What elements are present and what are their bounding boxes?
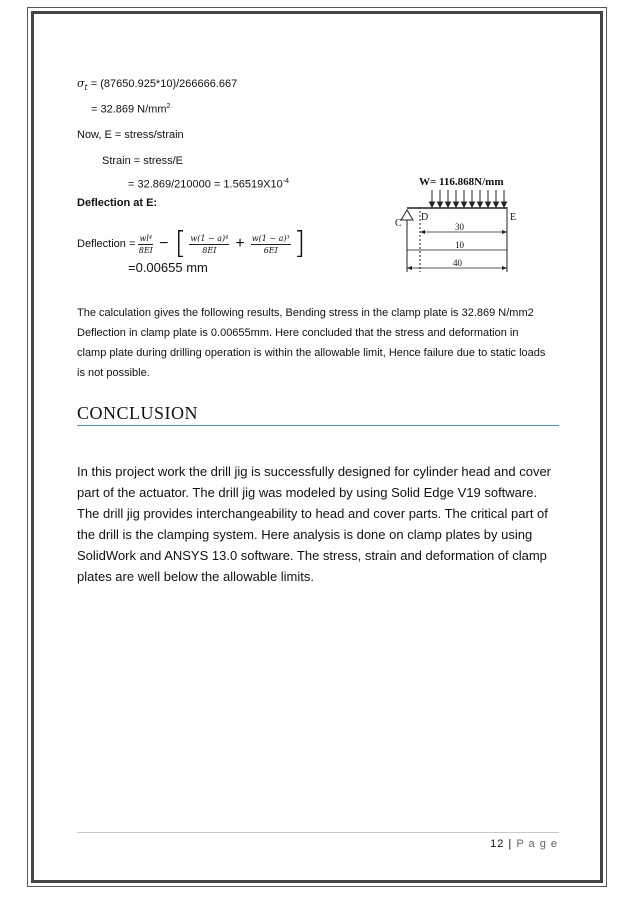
fraction-term-2	[189, 233, 229, 256]
footer-divider	[77, 832, 559, 833]
stress-result-value: = 32.869 N/mm	[91, 103, 167, 116]
page-number: 12	[490, 838, 505, 850]
term-2-denominator: 8EI	[202, 245, 217, 255]
conclusion-heading: CONCLUSION	[77, 403, 199, 423]
strain-value-line	[128, 178, 289, 191]
deflection-formula	[77, 224, 306, 264]
deflection-result: =0.00655 mm	[128, 260, 208, 275]
dimension-40-label: 40	[453, 258, 462, 268]
plus-sign: +	[235, 235, 245, 253]
stress-equation	[77, 77, 237, 92]
fraction-term-3	[251, 233, 291, 256]
strain-value: = 32.869/210000 = 1.56519X10	[128, 178, 283, 191]
stress-expression: = (87650.925*10)/266666.667	[87, 78, 238, 90]
point-d-label: D	[421, 212, 429, 223]
support-c	[401, 210, 413, 272]
strain-formula-line: Strain = stress/E	[102, 155, 184, 167]
dimension-30-label: 30	[455, 222, 464, 232]
right-bracket: ]	[293, 226, 306, 262]
dimension-10-label: 10	[455, 240, 464, 250]
term-1-numerator: wl⁴	[139, 233, 153, 243]
point-e-label: E	[510, 212, 517, 223]
conclusion-paragraph: In this project work the drill jig is successfully designed for cylinder head and cover part of the actuator. The drill jig was modeled by using Solid Edge V19 software. The drill jig provides interchangeability to head and cover parts. The critical part of the drill is the clamping system. Here analysis is done on clamp plates by using SolidWork and ANSYS 13.0 software. The stress, strain and deformation of clamp plates are well below the allowable limits.	[77, 464, 552, 584]
stress-result-exponent: 2	[166, 103, 171, 110]
load-arrows	[430, 190, 507, 207]
sigma-symbol: σ	[77, 77, 85, 90]
minus-sign: −	[159, 235, 169, 253]
load-label: W= 116.868N/mm	[419, 176, 504, 188]
term-3-numerator: w(1 − a)³	[251, 233, 290, 243]
page-border-inner	[31, 11, 603, 883]
deflection-heading: Deflection at E:	[77, 197, 158, 209]
footer-separator: |	[504, 838, 517, 850]
fraction-term-1	[138, 233, 153, 256]
point-c-label: C	[395, 218, 402, 229]
stress-result	[91, 103, 170, 116]
modulus-line: Now, E = stress/strain	[77, 129, 184, 141]
term-2-numerator: w(1 − a)⁴	[190, 233, 229, 243]
term-3-denominator: 6EI	[263, 245, 278, 255]
sigma-subscript: t	[84, 83, 88, 93]
left-bracket: [	[174, 226, 187, 262]
deflection-label: Deflection =	[77, 238, 136, 251]
beam-load-diagram	[395, 170, 555, 282]
heading-underline	[77, 425, 559, 426]
results-paragraph: The calculation gives the following results, Bending stress in the clamp plate is 32.869 N/mm2 Deflection in clamp plate is 0.00655mm. Here concluded that the stress and deformation in clamp plate during drilling operation is within the allowable limit, Hence failure due to static loads is not possible.	[77, 307, 546, 379]
page-word: P a g e	[516, 838, 558, 850]
strain-exponent: -4	[282, 178, 289, 185]
term-1-denominator: 8EI	[138, 245, 153, 255]
page-footer	[490, 838, 558, 850]
